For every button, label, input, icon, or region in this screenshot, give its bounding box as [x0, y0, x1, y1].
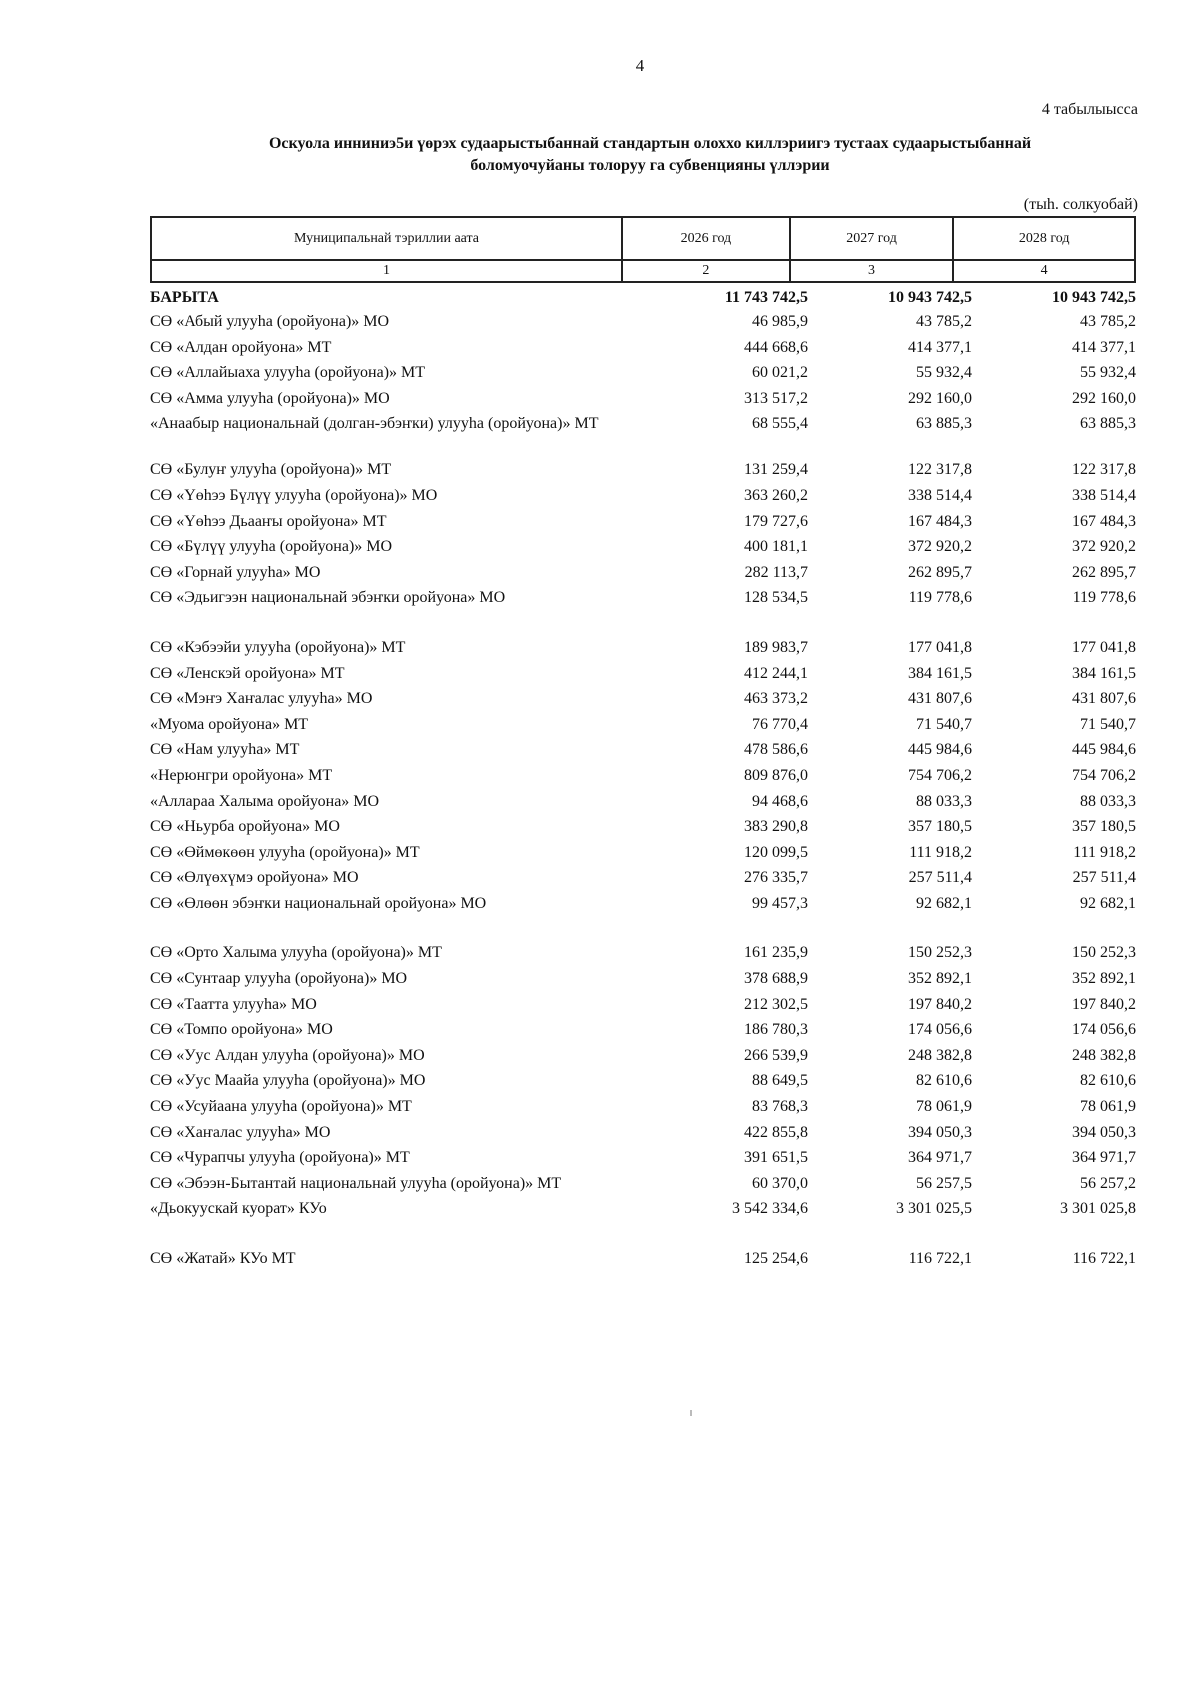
value-2027: 197 840,2: [908, 995, 972, 1013]
value-2027: 116 722,1: [908, 1250, 972, 1267]
municipality-name: СӨ «Уус Маайа улууһа (оройуона)» МО: [150, 1072, 426, 1090]
municipality-name: СӨ «Нам улууһа» МТ: [150, 741, 300, 759]
appendix-label: 4 табылыысса: [1041, 101, 1138, 118]
value-2027: 445 984,6: [908, 741, 972, 759]
table-row: [150, 740, 1136, 766]
value-2028: 10 943 742,5: [1052, 289, 1136, 306]
value-2027: 292 160,0: [908, 389, 972, 407]
municipality-name: СӨ «Чурапчы улууһа (оройуона)» МТ: [150, 1149, 410, 1167]
value-2027: 88 033,3: [916, 792, 972, 810]
table-row: [150, 689, 1136, 715]
value-2027: 82 610,6: [916, 1072, 972, 1090]
value-2026: 3 542 334,6: [732, 1200, 808, 1218]
header-2026: 2026 год: [622, 217, 790, 260]
table-row: [150, 363, 1136, 389]
value-2026: 46 985,9: [752, 313, 808, 330]
page-number: 4: [635, 56, 645, 75]
municipality-name: СӨ «Алдан оройуона» МТ: [150, 338, 332, 356]
value-2027: 10 943 742,5: [888, 289, 972, 306]
value-2027: 122 317,8: [908, 461, 972, 479]
value-2026: 478 586,6: [744, 741, 808, 759]
value-2026: 68 555,4: [752, 415, 808, 433]
value-2027: 262 895,7: [908, 563, 972, 581]
table-row: [150, 766, 1136, 792]
table-row: [150, 1174, 1136, 1200]
table-row: [150, 843, 1136, 869]
municipality-name: «Муома оройуона» МТ: [150, 715, 309, 733]
value-2027: 177 041,8: [908, 638, 972, 656]
value-2026: 99 457,3: [752, 894, 808, 912]
table-row: [150, 414, 1136, 460]
header-2027: 2027 год: [790, 217, 954, 260]
table-row: [150, 312, 1136, 338]
table-row: [150, 995, 1136, 1021]
municipality-name: СӨ «Сунтаар улууһа (оройуона)» МО: [150, 970, 408, 988]
table-row: [150, 715, 1136, 741]
value-2027: 431 807,6: [908, 690, 972, 708]
value-2026: 76 770,4: [752, 715, 808, 733]
table-row: [150, 1148, 1136, 1174]
value-2026: 128 534,5: [744, 589, 808, 607]
col-number-2: 2: [622, 260, 790, 282]
table-row: [150, 1123, 1136, 1149]
value-2028: 338 514,4: [1072, 486, 1136, 504]
value-2026: 809 876,0: [744, 766, 808, 784]
municipality-name: «Аллараа Халыма оройуона» МО: [150, 792, 380, 810]
value-2028: 248 382,8: [1072, 1046, 1136, 1064]
municipality-name: СӨ «Усуйаана улууһа (оройуона)» МТ: [150, 1098, 412, 1116]
table-row: [150, 460, 1136, 486]
table-header: [150, 216, 1136, 283]
value-2026: 400 181,1: [744, 538, 808, 556]
municipality-name: СӨ «Кэбээйи улууһа (оройуона)» МТ: [150, 638, 406, 656]
value-2027: 167 484,3: [908, 512, 972, 530]
value-2027: 372 920,2: [908, 538, 972, 556]
value-2028: 754 706,2: [1072, 766, 1136, 784]
value-2028: 71 540,7: [1080, 715, 1136, 733]
value-2028: 431 807,6: [1072, 690, 1136, 708]
table-row: [150, 486, 1136, 512]
value-2026: 463 373,2: [744, 690, 808, 708]
value-2028: 357 180,5: [1072, 818, 1136, 836]
value-2027: 56 257,5: [916, 1174, 972, 1192]
value-2026: 120 099,5: [744, 843, 808, 861]
table-body: [150, 288, 1136, 1275]
table-row: [150, 664, 1136, 690]
table-row: [150, 792, 1136, 818]
value-2028: 445 984,6: [1072, 741, 1136, 759]
value-2026: 422 855,8: [744, 1123, 808, 1141]
municipality-name: СӨ «Жатай» КУо МТ: [150, 1250, 296, 1267]
value-2026: 378 688,9: [744, 970, 808, 988]
value-2027: 71 540,7: [916, 715, 972, 733]
municipality-name: СӨ «Үөһээ Бүлүү улууһа (оройуона)» МО: [150, 486, 438, 504]
municipality-name: СӨ «Өлөөн эбэҥки национальнай оройуона» МО: [150, 894, 487, 912]
table-row: [150, 563, 1136, 589]
municipality-name: «Дьокуускай куорат» КУо: [150, 1200, 327, 1218]
scan-mark: [690, 1410, 692, 1416]
value-2026: 88 649,5: [752, 1072, 808, 1090]
municipality-name: СӨ «Бүлүү улууһа (оройуона)» МО: [150, 538, 393, 556]
value-2026: 179 727,6: [744, 512, 808, 530]
municipality-name: СӨ «Орто Халыма улууһа (оройуона)» МТ: [150, 944, 442, 962]
municipality-name: СӨ «Горнай улууһа» МО: [150, 563, 321, 581]
table-row: [150, 1020, 1136, 1046]
value-2028: 56 257,2: [1080, 1174, 1136, 1192]
value-2027: 78 061,9: [916, 1098, 972, 1116]
table-row: [150, 638, 1136, 664]
header-2028: 2028 год: [953, 217, 1135, 260]
table-row: [150, 1199, 1136, 1225]
table-row: [150, 512, 1136, 538]
value-2027: 352 892,1: [908, 970, 972, 988]
value-2028: 55 932,4: [1080, 364, 1136, 382]
value-2026: 60 370,0: [752, 1174, 808, 1192]
value-2028: 119 778,6: [1072, 589, 1136, 607]
value-2027: 414 377,1: [908, 338, 972, 356]
value-2026: 161 235,9: [744, 944, 808, 962]
municipality-name: СӨ «Булуҥ улууһа (оройуона)» МТ: [150, 461, 392, 479]
table-row: [150, 868, 1136, 894]
value-2028: 292 160,0: [1072, 389, 1136, 407]
value-2026: 189 983,7: [744, 638, 808, 656]
value-2026: 282 113,7: [744, 563, 808, 581]
title-line-1: Оскуола инниниэ5и үөрэх судаарыстыбаннай стандартын олоххо киллэриигэ тустаах судаарыстыбаннай: [268, 135, 1032, 152]
value-2027: 3 301 025,5: [896, 1200, 972, 1218]
value-2028: 78 061,9: [1080, 1098, 1136, 1116]
value-2026: 391 651,5: [744, 1149, 808, 1167]
header-municipality: Муниципальнай тэриллии аата: [151, 217, 622, 260]
value-2028: 111 918,2: [1073, 843, 1136, 861]
table-row: [150, 894, 1136, 920]
value-2027: 111 918,2: [909, 843, 972, 861]
value-2027: 55 932,4: [916, 364, 972, 382]
municipality-name: СӨ «Эбээн-Бытантай национальнай улууһа (оройуона)» МТ: [150, 1174, 562, 1192]
municipality-name: СӨ «Уус Алдан улууһа (оройуона)» МО: [150, 1046, 425, 1064]
municipality-name: СӨ «Таатта улууһа» МО: [150, 995, 317, 1013]
value-2027: 754 706,2: [908, 766, 972, 784]
municipality-name: СӨ «Өлүөхүмэ оройуона» МО: [150, 869, 359, 887]
value-2027: 150 252,3: [908, 944, 972, 962]
value-2027: 174 056,6: [908, 1021, 972, 1039]
municipality-name: СӨ «Ньурба оройуона» МО: [150, 818, 340, 836]
value-2026: 125 254,6: [744, 1250, 808, 1267]
table-row: [150, 1097, 1136, 1123]
table-row: [150, 1249, 1136, 1275]
total-row: [150, 288, 1136, 312]
table-row: [150, 1046, 1136, 1072]
value-2028: 82 610,6: [1080, 1072, 1136, 1090]
value-2027: 43 785,2: [916, 313, 972, 330]
municipality-name: СӨ «Үөһээ Дьааҥы оройуона» МТ: [150, 512, 387, 530]
col-number-1: 1: [151, 260, 622, 282]
value-2028: 174 056,6: [1072, 1021, 1136, 1039]
value-2027: 92 682,1: [916, 894, 972, 912]
value-2026: 212 302,5: [744, 995, 808, 1013]
table-row: [150, 817, 1136, 843]
table-row: [150, 943, 1136, 969]
value-2026: 412 244,1: [744, 664, 808, 682]
value-2028: 177 041,8: [1072, 638, 1136, 656]
value-2027: 338 514,4: [908, 486, 972, 504]
municipality-name: СӨ «Томпо оройуона» МО: [150, 1021, 333, 1039]
table-row: [150, 588, 1136, 614]
value-2026: 131 259,4: [744, 461, 808, 479]
value-2028: 88 033,3: [1080, 792, 1136, 810]
value-2026: 83 768,3: [752, 1098, 808, 1116]
value-2027: 384 161,5: [908, 664, 972, 682]
value-2026: 186 780,3: [744, 1021, 808, 1039]
value-2028: 43 785,2: [1080, 313, 1136, 330]
value-2026: 383 290,8: [744, 818, 808, 836]
value-2028: 364 971,7: [1072, 1149, 1136, 1167]
value-2026: 94 468,6: [752, 792, 808, 810]
units-note: (тыһ. солкуобай): [1023, 196, 1138, 213]
value-2027: 119 778,6: [908, 589, 972, 607]
value-2027: 394 050,3: [908, 1123, 972, 1141]
value-2027: 248 382,8: [908, 1046, 972, 1064]
value-2028: 116 722,1: [1072, 1250, 1136, 1267]
value-2026: 313 517,2: [744, 389, 808, 407]
municipality-name: СӨ «Ленскэй оройуона» МТ: [150, 664, 345, 682]
municipality-name: «Нерюнгри оройуона» МТ: [150, 766, 333, 784]
value-2027: 63 885,3: [916, 415, 972, 433]
value-2028: 122 317,8: [1072, 461, 1136, 479]
value-2028: 197 840,2: [1072, 995, 1136, 1013]
municipality-name: СӨ «Эдьигээн национальнай эбэҥки оройуона» МО: [150, 589, 506, 607]
value-2028: 167 484,3: [1072, 512, 1136, 530]
value-2028: 394 050,3: [1072, 1123, 1136, 1141]
value-2026: 363 260,2: [744, 486, 808, 504]
value-2026: 444 668,6: [744, 338, 808, 356]
document-title: [190, 133, 1110, 177]
municipality-name: СӨ «Абый улууһа (оройуона)» МО: [150, 313, 390, 330]
value-2027: 257 511,4: [908, 869, 972, 887]
table-row: [150, 1071, 1136, 1097]
value-2027: 357 180,5: [908, 818, 972, 836]
table-row: [150, 389, 1136, 415]
value-2027: 364 971,7: [908, 1149, 972, 1167]
col-number-3: 3: [790, 260, 954, 282]
value-2028: 3 301 025,8: [1060, 1200, 1136, 1218]
municipality-name: СӨ «Амма улууһа (оройуона)» МО: [150, 389, 390, 407]
municipality-name: СӨ «Хаҥалас улууһа» МО: [150, 1123, 331, 1141]
value-2028: 352 892,1: [1072, 970, 1136, 988]
table-row: [150, 338, 1136, 364]
value-2026: 276 335,7: [744, 869, 808, 887]
value-2028: 384 161,5: [1072, 664, 1136, 682]
value-2028: 150 252,3: [1072, 944, 1136, 962]
value-2028: 262 895,7: [1072, 563, 1136, 581]
value-2026: 11 743 742,5: [724, 289, 808, 306]
value-2028: 372 920,2: [1072, 538, 1136, 556]
value-2026: 60 021,2: [752, 364, 808, 382]
value-2028: 257 511,4: [1072, 869, 1136, 887]
col-number-4: 4: [953, 260, 1135, 282]
value-2028: 63 885,3: [1080, 415, 1136, 433]
municipality-name: БАРЫТА: [150, 289, 219, 306]
municipality-name: «Анаабыр национальнай (долган-эбэҥки) улууһа (оройуона)» МТ: [150, 415, 599, 433]
title-line-2: боломуочуйаны толоруу га субвенцияны үллэрии: [470, 157, 830, 174]
value-2028: 414 377,1: [1072, 338, 1136, 356]
municipality-name: СӨ «Өймөкөөн улууһа (оройуона)» МТ: [150, 843, 420, 861]
value-2028: 92 682,1: [1080, 894, 1136, 912]
table-row: [150, 969, 1136, 995]
table-row: [150, 537, 1136, 563]
value-2026: 266 539,9: [744, 1046, 808, 1064]
municipality-name: СӨ «Мэҥэ Хаҥалас улууһа» МО: [150, 690, 373, 708]
municipality-name: СӨ «Аллайыаха улууһа (оройуона)» МТ: [150, 364, 426, 382]
